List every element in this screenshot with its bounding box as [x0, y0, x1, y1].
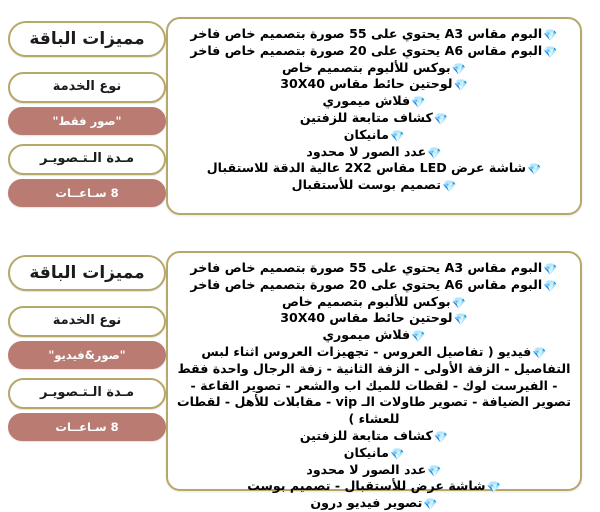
feature-item-label: كشاف متابعة للزفتين	[299, 109, 433, 125]
feature-item	[176, 277, 572, 294]
feature-item-label: لوحتين حائط مقاس 30X40	[280, 76, 453, 92]
features-card-1	[166, 17, 582, 215]
diamond-bullet-icon: 💎	[526, 162, 542, 177]
feature-item-label: البوم مقاس A3 يحتوي على 55 صورة بتصميم خاص فاخر	[190, 26, 543, 41]
diamond-bullet-icon: 💎	[389, 446, 405, 461]
package-summary-panel-1	[8, 17, 166, 207]
feature-item-label: شاشة عرض LED مقاس 2X2 عالية الدقة للاستقبال	[206, 160, 526, 176]
feature-item	[176, 495, 572, 512]
diamond-bullet-icon: 💎	[532, 345, 547, 360]
feature-item	[176, 428, 572, 445]
package-card-2	[8, 251, 592, 512]
feature-item-label: مانيكان	[343, 126, 389, 142]
feature-item	[176, 76, 572, 93]
feature-item-label: لوحتين حائط مقاس 30X40	[280, 310, 453, 326]
feature-item	[176, 462, 572, 479]
feature-item-label: بوكس للألبوم بتصميم خاص	[281, 293, 451, 309]
service-type-value-1: "صور فقط"	[8, 107, 166, 135]
feature-item	[176, 445, 572, 462]
feature-item-label: فلاش ميموري	[322, 93, 411, 109]
duration-value-2: 8 سـاعــات	[8, 413, 166, 441]
feature-list-1	[176, 26, 572, 194]
diamond-bullet-icon: 💎	[453, 78, 468, 93]
feature-item	[176, 478, 572, 495]
service-type-label-1: نوع الخدمة	[8, 72, 166, 103]
duration-label-2: مـدة الـتـصويـر	[8, 378, 166, 409]
diamond-bullet-icon: 💎	[442, 179, 457, 194]
feature-item-label: بوكس للألبوم بتصميم خاص	[281, 59, 451, 75]
diamond-bullet-icon: 💎	[411, 329, 426, 344]
feature-item	[176, 260, 572, 277]
feature-item-label: تصميم بوست للأستقبال	[291, 177, 442, 193]
package-summary-panel-2	[8, 251, 166, 441]
service-type-value-2: "صور&فيديو"	[8, 341, 166, 369]
diamond-bullet-icon: 💎	[451, 61, 466, 76]
feature-item	[176, 294, 572, 311]
diamond-bullet-icon: 💎	[543, 278, 558, 293]
feature-item	[176, 160, 572, 177]
feature-item	[176, 177, 572, 194]
package-title-2: مميزات الباقة	[8, 255, 166, 291]
feature-item-label: كشاف متابعة للزفتين	[299, 427, 433, 443]
feature-item-label: عدد الصور لا محدود	[306, 143, 427, 159]
diamond-bullet-icon: 💎	[451, 295, 466, 310]
feature-item-label: فيديو ( تفاصيل العروس - تجهيزات العروس اثناء لبس التفاصيل - الزفة الأولى - الزفة الثانية - زفة الرجال واحدة فقط - الفيرست لوك - لقطات للميك اب والشعر - تصوير القاعة - تصوير الضيافة - تصوير طاولات الـ vip - مقابلات للأهل - لقطات للعشاء )	[177, 343, 571, 427]
diamond-bullet-icon: 💎	[427, 463, 442, 478]
feature-item-label: فلاش ميموري	[322, 327, 411, 343]
feature-item-label: شاشة عرض للأستقبال - تصميم بوست	[247, 478, 486, 494]
feature-item-label: البوم مقاس A6 يحتوي على 20 صورة بتصميم خاص فاخر	[190, 42, 543, 58]
feature-item	[176, 344, 572, 428]
duration-value-1: 8 سـاعــات	[8, 179, 166, 207]
feature-item	[176, 144, 572, 161]
feature-item-label: تصوير فيديو درون	[310, 495, 423, 511]
features-card-2	[166, 251, 582, 512]
diamond-bullet-icon: 💎	[427, 145, 442, 160]
service-type-label-2: نوع الخدمة	[8, 306, 166, 337]
feature-item-label: البوم مقاس A6 يحتوي على 20 صورة بتصميم خاص فاخر	[190, 276, 543, 292]
feature-item-label: البوم مقاس A3 يحتوي على 55 صورة بتصميم خاص فاخر	[190, 260, 543, 275]
diamond-bullet-icon: 💎	[453, 312, 468, 327]
diamond-bullet-icon: 💎	[543, 262, 558, 276]
diamond-bullet-icon: 💎	[433, 111, 449, 126]
diamond-bullet-icon: 💎	[411, 95, 426, 110]
feature-item-label: عدد الصور لا محدود	[306, 461, 427, 477]
feature-item	[176, 110, 572, 127]
diamond-bullet-icon: 💎	[543, 28, 558, 42]
feature-item	[176, 93, 572, 110]
diamond-bullet-icon: 💎	[423, 497, 438, 512]
feature-item	[176, 60, 572, 77]
feature-item	[176, 26, 572, 43]
feature-list-2	[176, 260, 572, 512]
diamond-bullet-icon: 💎	[433, 429, 449, 444]
package-card-1	[8, 17, 592, 215]
feature-item	[176, 327, 572, 344]
package-title-1: مميزات الباقة	[8, 21, 166, 57]
duration-label-1: مـدة الـتـصويـر	[8, 144, 166, 175]
feature-item	[176, 310, 572, 327]
feature-item	[176, 127, 572, 144]
diamond-bullet-icon: 💎	[389, 128, 405, 143]
diamond-bullet-icon: 💎	[543, 44, 558, 59]
feature-item-label: مانيكان	[343, 444, 389, 460]
feature-item	[176, 43, 572, 60]
diamond-bullet-icon: 💎	[486, 480, 501, 495]
